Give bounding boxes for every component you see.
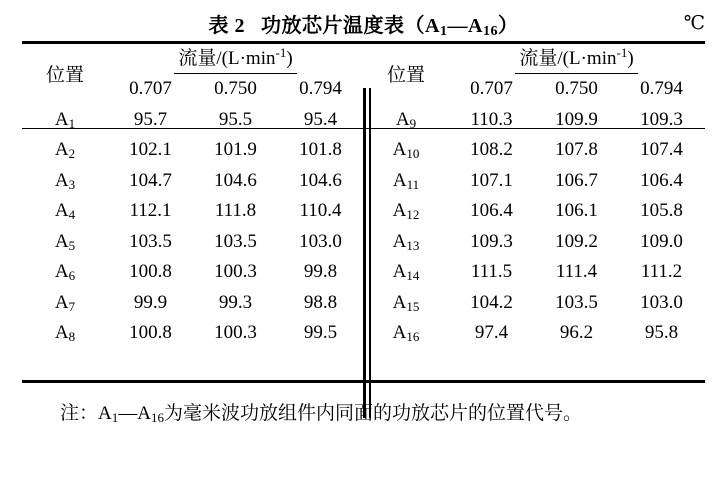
table-caption-row [22, 8, 705, 38]
row-label-sub: 7 [68, 298, 76, 314]
header-flow-0750-right: 0.750 [555, 78, 598, 100]
row-label [363, 288, 449, 319]
row-label [363, 227, 449, 258]
row-label [363, 105, 449, 136]
table-row [22, 166, 363, 197]
table-title-sub-1: 1 [440, 23, 448, 39]
cell-value: 95.4 [303, 108, 338, 130]
table-center-divider [363, 88, 366, 418]
table-row [363, 288, 704, 319]
header-flow-group-label-right [515, 43, 637, 74]
row-label-text: A [392, 261, 407, 283]
cell-value: 110.3 [470, 108, 513, 130]
header-flow-group-label-left [174, 43, 296, 74]
row-label-sub: 16 [406, 329, 420, 345]
flow-label-tail-right: ) [627, 48, 634, 69]
row-label [22, 318, 108, 349]
row-label [22, 196, 108, 227]
header-flow-group-left [108, 43, 363, 74]
cell-value: 110.4 [299, 200, 342, 222]
cell-value: 101.9 [214, 139, 257, 161]
table-row [22, 227, 363, 258]
cell-value: 109.2 [555, 230, 598, 252]
cell-value: 106.4 [640, 169, 683, 191]
flow-label-sup-left: -1 [275, 45, 287, 60]
cell-value: 103.5 [214, 230, 257, 252]
header-flow-0707-right: 0.707 [470, 78, 513, 100]
table-row [363, 105, 704, 136]
header-flow-0750-left: 0.750 [214, 78, 257, 100]
header-flow-underline-right [515, 73, 637, 74]
header-flow-0794-left: 0.794 [299, 78, 342, 100]
cell-value: 112.1 [129, 200, 172, 222]
table-number: 表 2 [208, 14, 246, 37]
table-row [22, 105, 363, 136]
row-label-sub: 8 [68, 329, 76, 345]
cell-value: 107.1 [470, 169, 513, 191]
cell-value: 103.0 [299, 230, 342, 252]
row-label [363, 257, 449, 288]
cell-value: 96.2 [559, 322, 594, 344]
row-label-text: A [54, 261, 69, 283]
cell-value: 103.0 [640, 291, 683, 313]
cell-value: 98.8 [303, 291, 338, 313]
row-label-text: A [392, 322, 407, 344]
row-label-sub: 11 [406, 176, 420, 192]
cell-value: 103.5 [555, 291, 598, 313]
cell-value: 111.2 [640, 261, 683, 283]
row-label-sub: 9 [409, 115, 417, 131]
row-label [363, 166, 449, 197]
note-sub-1: 1 [111, 410, 119, 425]
cell-value: 111.8 [214, 200, 257, 222]
row-label-text: A [392, 169, 407, 191]
header-flow-0707-left: 0.707 [129, 78, 172, 100]
cell-value: 100.3 [214, 261, 257, 283]
row-label [22, 105, 108, 136]
row-label-sub: 15 [406, 298, 420, 314]
row-label-sub: 1 [68, 115, 76, 131]
cell-value: 99.9 [133, 291, 168, 313]
table-center-divider-secondary [369, 88, 371, 418]
table-body-area [22, 43, 705, 380]
table-row [22, 318, 363, 349]
row-label [22, 135, 108, 166]
row-label-text: A [392, 291, 407, 313]
table-row [22, 288, 363, 319]
flow-label-sup-right: -1 [616, 45, 628, 60]
row-label-sub: 5 [68, 237, 76, 253]
cell-value: 100.3 [214, 322, 257, 344]
cell-value: 111.4 [555, 261, 598, 283]
row-label-text: A [54, 139, 69, 161]
note-sub-2: 16 [150, 410, 164, 425]
row-label [363, 196, 449, 227]
table-row [22, 257, 363, 288]
header-flow-underline-left [174, 73, 296, 74]
row-label-sub: 4 [68, 207, 76, 223]
note-text: 为毫米波功放组件内同面的功放芯片的位置代号。 [163, 403, 582, 424]
table-title-dash: —A [447, 14, 483, 37]
header-position-right: 位置 [386, 65, 425, 87]
cell-value: 104.7 [129, 169, 172, 191]
cell-value: 99.8 [303, 261, 338, 283]
table-row [363, 318, 704, 349]
row-label [363, 135, 449, 166]
table-right [363, 43, 704, 349]
row-label [363, 318, 449, 349]
table-right-body [363, 105, 704, 349]
row-label-text: A [392, 139, 407, 161]
cell-value: 99.5 [303, 322, 338, 344]
row-label-text: A [395, 108, 410, 130]
row-label-sub: 3 [68, 176, 76, 192]
cell-value: 95.7 [133, 108, 168, 130]
table-title-sub-2: 16 [482, 23, 498, 39]
table-right-half [363, 43, 704, 380]
row-label [22, 166, 108, 197]
row-label-text: A [392, 200, 407, 222]
row-label [22, 257, 108, 288]
table-title-suffix: ） [497, 14, 519, 37]
row-label-sub: 14 [406, 268, 420, 284]
cell-value: 100.8 [129, 261, 172, 283]
table-note [22, 398, 682, 430]
table-row [363, 196, 704, 227]
row-label [22, 227, 108, 258]
note-prefix: 注：A [60, 403, 112, 424]
table-title-prefix: 功放芯片温度表（A [261, 14, 440, 37]
row-label-sub: 2 [68, 146, 76, 162]
row-label-sub: 10 [406, 146, 420, 162]
table-left-half [22, 43, 363, 380]
cell-value: 109.3 [470, 230, 513, 252]
table-left [22, 43, 363, 349]
cell-value: 104.6 [299, 169, 342, 191]
note-mid: —A [118, 403, 151, 424]
row-label-text: A [54, 169, 69, 191]
cell-value: 107.4 [640, 139, 683, 161]
row-label-sub: 12 [406, 207, 420, 223]
cell-value: 103.5 [129, 230, 172, 252]
row-label-text: A [54, 291, 69, 313]
table-row [22, 196, 363, 227]
flow-label-main-left: 流量/(L·min [178, 48, 276, 69]
cell-value: 106.1 [555, 200, 598, 222]
cell-value: 109.9 [555, 108, 598, 130]
flow-label-tail-left: ) [286, 48, 293, 69]
row-label-sub: 6 [68, 268, 76, 284]
table-header-row-group-left [22, 43, 363, 74]
table-row [363, 227, 704, 258]
table-row [22, 135, 363, 166]
cell-value: 99.3 [218, 291, 253, 313]
table-row [363, 257, 704, 288]
header-flow-0794-right: 0.794 [640, 78, 683, 100]
cell-value: 101.8 [299, 139, 342, 161]
cell-value: 106.7 [555, 169, 598, 191]
row-label-text: A [54, 230, 69, 252]
table-left-body [22, 105, 363, 349]
cell-value: 109.0 [640, 230, 683, 252]
unit-label: ℃ [683, 12, 705, 34]
header-flow-group-right [449, 43, 704, 74]
cell-value: 95.8 [644, 322, 679, 344]
table-row [363, 166, 704, 197]
cell-value: 95.5 [218, 108, 253, 130]
cell-value: 107.8 [555, 139, 598, 161]
cell-value: 104.2 [470, 291, 513, 313]
cell-value: 97.4 [474, 322, 509, 344]
cell-value: 108.2 [470, 139, 513, 161]
row-label-sub: 13 [406, 237, 420, 253]
cell-value: 109.3 [640, 108, 683, 130]
flow-label-main-right: 流量/(L·min [519, 48, 617, 69]
table-caption [209, 9, 519, 38]
row-label-text: A [392, 230, 407, 252]
cell-value: 106.4 [470, 200, 513, 222]
row-label-text: A [54, 322, 69, 344]
row-label-text: A [54, 200, 69, 222]
cell-value: 100.8 [129, 322, 172, 344]
row-label [22, 288, 108, 319]
table-row [363, 135, 704, 166]
row-label-text: A [54, 108, 69, 130]
header-position-left: 位置 [45, 65, 84, 87]
table-header-row-group-right [363, 43, 704, 74]
cell-value: 102.1 [129, 139, 172, 161]
cell-value: 111.5 [470, 261, 513, 283]
cell-value: 104.6 [214, 169, 257, 191]
cell-value: 105.8 [640, 200, 683, 222]
